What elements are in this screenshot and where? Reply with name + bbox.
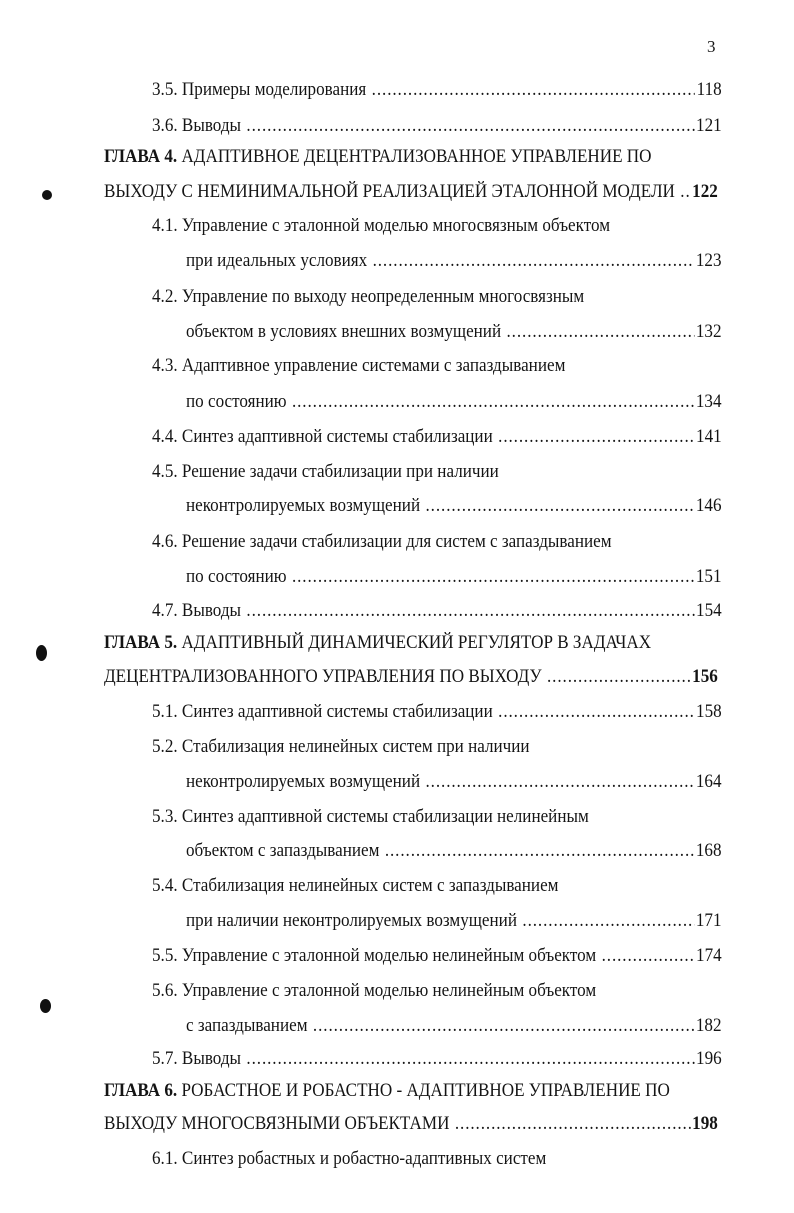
- toc-chapter-4-line2[interactable]: [104, 181, 718, 203]
- toc-entry-5-7[interactable]: [152, 1048, 722, 1070]
- page-number: 3: [707, 37, 716, 56]
- toc-title: с запаздыванием: [186, 1015, 308, 1036]
- toc-page: 156: [692, 666, 718, 687]
- scan-mark: [40, 999, 51, 1013]
- toc-entry-5-4-line1[interactable]: 5.4. Стабилизация нелинейных систем с запаздыванием: [152, 875, 559, 896]
- toc-page: 132: [695, 321, 722, 342]
- toc-title: по состоянию: [186, 566, 287, 587]
- leader-dots: [498, 426, 694, 448]
- toc-title: по состоянию: [186, 391, 287, 412]
- toc-entry-5-3-line1[interactable]: 5.3. Синтез адаптивной системы стабилизации нелинейным: [152, 806, 589, 827]
- toc-page: 182: [695, 1015, 722, 1036]
- chapter-label: ГЛАВА 6.: [104, 1080, 178, 1101]
- toc-title: 3.6. Выводы: [152, 115, 242, 136]
- toc-page: 134: [695, 391, 722, 412]
- toc-entry-5-1[interactable]: [152, 701, 722, 723]
- toc-title: 3.5. Примеры моделирования: [152, 79, 367, 100]
- chapter-title: АДАПТИВНЫЙ ДИНАМИЧЕСКИЙ РЕГУЛЯТОР В ЗАДАЧАХ: [181, 632, 652, 653]
- toc-page: 174: [696, 945, 722, 966]
- leader-dots: [425, 495, 694, 517]
- toc-entry-5-3-line2[interactable]: [186, 840, 722, 862]
- leader-dots: [246, 1048, 694, 1070]
- toc-entry-4-5-line1[interactable]: 4.5. Решение задачи стабилизации при наличии: [152, 461, 499, 482]
- toc-title: неконтролируемых возмущений: [186, 771, 421, 792]
- chapter-title: АДАПТИВНОЕ ДЕЦЕНТРАЛИЗОВАННОЕ УПРАВЛЕНИЕ ПО: [181, 146, 652, 167]
- toc-chapter-6-line2[interactable]: [104, 1113, 718, 1135]
- toc-title: 5.5. Управление с эталонной моделью нелинейным объектом: [152, 945, 597, 966]
- toc-entry-5-4-line2[interactable]: [186, 910, 722, 932]
- chapter-title: РОБАСТНОЕ И РОБАСТНО - АДАПТИВНОЕ УПРАВЛЕНИЕ ПО: [181, 1080, 670, 1101]
- toc-entry-4-6-line2[interactable]: [186, 566, 722, 588]
- scan-mark: [36, 645, 47, 661]
- toc-entry-4-1-line2[interactable]: [186, 250, 722, 272]
- leader-dots: [507, 321, 695, 343]
- leader-dots: [373, 250, 694, 272]
- toc-title: объектом в условиях внешних возмущений: [186, 321, 502, 342]
- toc-title: неконтролируемых возмущений: [186, 495, 421, 516]
- toc-entry-4-4[interactable]: [152, 426, 722, 448]
- toc-entry-3-5[interactable]: [152, 79, 722, 101]
- scan-mark: [42, 190, 52, 200]
- chapter-title: ДЕЦЕНТРАЛИЗОВАННОГО УПРАВЛЕНИЯ ПО ВЫХОДУ: [104, 666, 542, 687]
- leader-dots: [680, 181, 690, 203]
- leader-dots: [246, 600, 694, 622]
- leader-dots: [498, 701, 694, 723]
- toc-entry-4-5-line2[interactable]: [186, 495, 722, 517]
- leader-dots: [246, 115, 694, 137]
- toc-page: 123: [695, 250, 722, 271]
- toc-entry-4-3-line1[interactable]: 4.3. Адаптивное управление системами с запаздыванием: [152, 355, 566, 376]
- toc-entry-4-2-line1[interactable]: 4.2. Управление по выходу неопределенным многосвязным: [152, 286, 585, 307]
- toc-page: 121: [696, 115, 722, 136]
- leader-dots: [313, 1015, 694, 1037]
- toc-page: 196: [696, 1048, 722, 1069]
- toc-page: 171: [695, 910, 722, 931]
- toc-page: 141: [696, 426, 722, 447]
- toc-entry-4-6-line1[interactable]: 4.6. Решение задачи стабилизации для систем с запаздыванием: [152, 531, 612, 552]
- toc-entry-5-6-line2[interactable]: [186, 1015, 722, 1037]
- chapter-label: ГЛАВА 4.: [104, 146, 178, 167]
- toc-title: 5.7. Выводы: [152, 1048, 242, 1069]
- toc-page: 146: [695, 495, 722, 516]
- leader-dots: [455, 1113, 691, 1135]
- leader-dots: [425, 771, 694, 793]
- toc-title: 4.4. Синтез адаптивной системы стабилизации: [152, 426, 493, 447]
- toc-title: 5.1. Синтез адаптивной системы стабилизации: [152, 701, 493, 722]
- leader-dots: [372, 79, 695, 101]
- toc-entry-5-6-line1[interactable]: 5.6. Управление с эталонной моделью нелинейным объектом: [152, 980, 597, 1001]
- toc-entry-6-1-line1[interactable]: 6.1. Синтез робастных и робастно-адаптивных систем: [152, 1148, 547, 1169]
- toc-chapter-6-line1[interactable]: [104, 1080, 718, 1102]
- toc-entry-4-1-line1[interactable]: 4.1. Управление с эталонной моделью многосвязным объектом: [152, 215, 611, 236]
- leader-dots: [292, 566, 694, 588]
- toc-entry-4-3-line2[interactable]: [186, 391, 722, 413]
- chapter-title: ВЫХОДУ МНОГОСВЯЗНЫМИ ОБЪЕКТАМИ: [104, 1113, 450, 1134]
- toc-entry-4-7[interactable]: [152, 600, 722, 622]
- leader-dots: [602, 945, 695, 967]
- toc-page: 118: [696, 79, 722, 100]
- toc-entry-5-2-line1[interactable]: 5.2. Стабилизация нелинейных систем при наличии: [152, 736, 530, 757]
- leader-dots: [522, 910, 694, 932]
- toc-entry-3-6[interactable]: [152, 115, 722, 137]
- toc-page: 122: [692, 181, 718, 202]
- chapter-label: ГЛАВА 5.: [104, 632, 178, 653]
- toc-page: 151: [695, 566, 722, 587]
- toc-page: 164: [695, 771, 722, 792]
- toc-entry-4-2-line2[interactable]: [186, 321, 722, 343]
- toc-title: 4.7. Выводы: [152, 600, 242, 621]
- leader-dots: [385, 840, 694, 862]
- toc-title: при наличии неконтролируемых возмущений: [186, 910, 517, 931]
- toc-page: 154: [696, 600, 722, 621]
- leader-dots: [292, 391, 694, 413]
- toc-page: 168: [695, 840, 722, 861]
- toc-chapter-4-line1[interactable]: [104, 146, 718, 168]
- toc-page: 158: [696, 701, 722, 722]
- leader-dots: [547, 666, 690, 688]
- toc-page: 198: [692, 1113, 718, 1134]
- toc-chapter-5-line2[interactable]: [104, 666, 718, 688]
- chapter-title: ВЫХОДУ С НЕМИНИМАЛЬНОЙ РЕАЛИЗАЦИЕЙ ЭТАЛОННОЙ МОДЕЛИ: [104, 181, 675, 202]
- toc-chapter-5-line1[interactable]: [104, 632, 718, 654]
- toc-title: при идеальных условиях: [186, 250, 368, 271]
- toc-title: объектом с запаздыванием: [186, 840, 380, 861]
- toc-entry-5-5[interactable]: [152, 945, 722, 967]
- toc-entry-5-2-line2[interactable]: [186, 771, 722, 793]
